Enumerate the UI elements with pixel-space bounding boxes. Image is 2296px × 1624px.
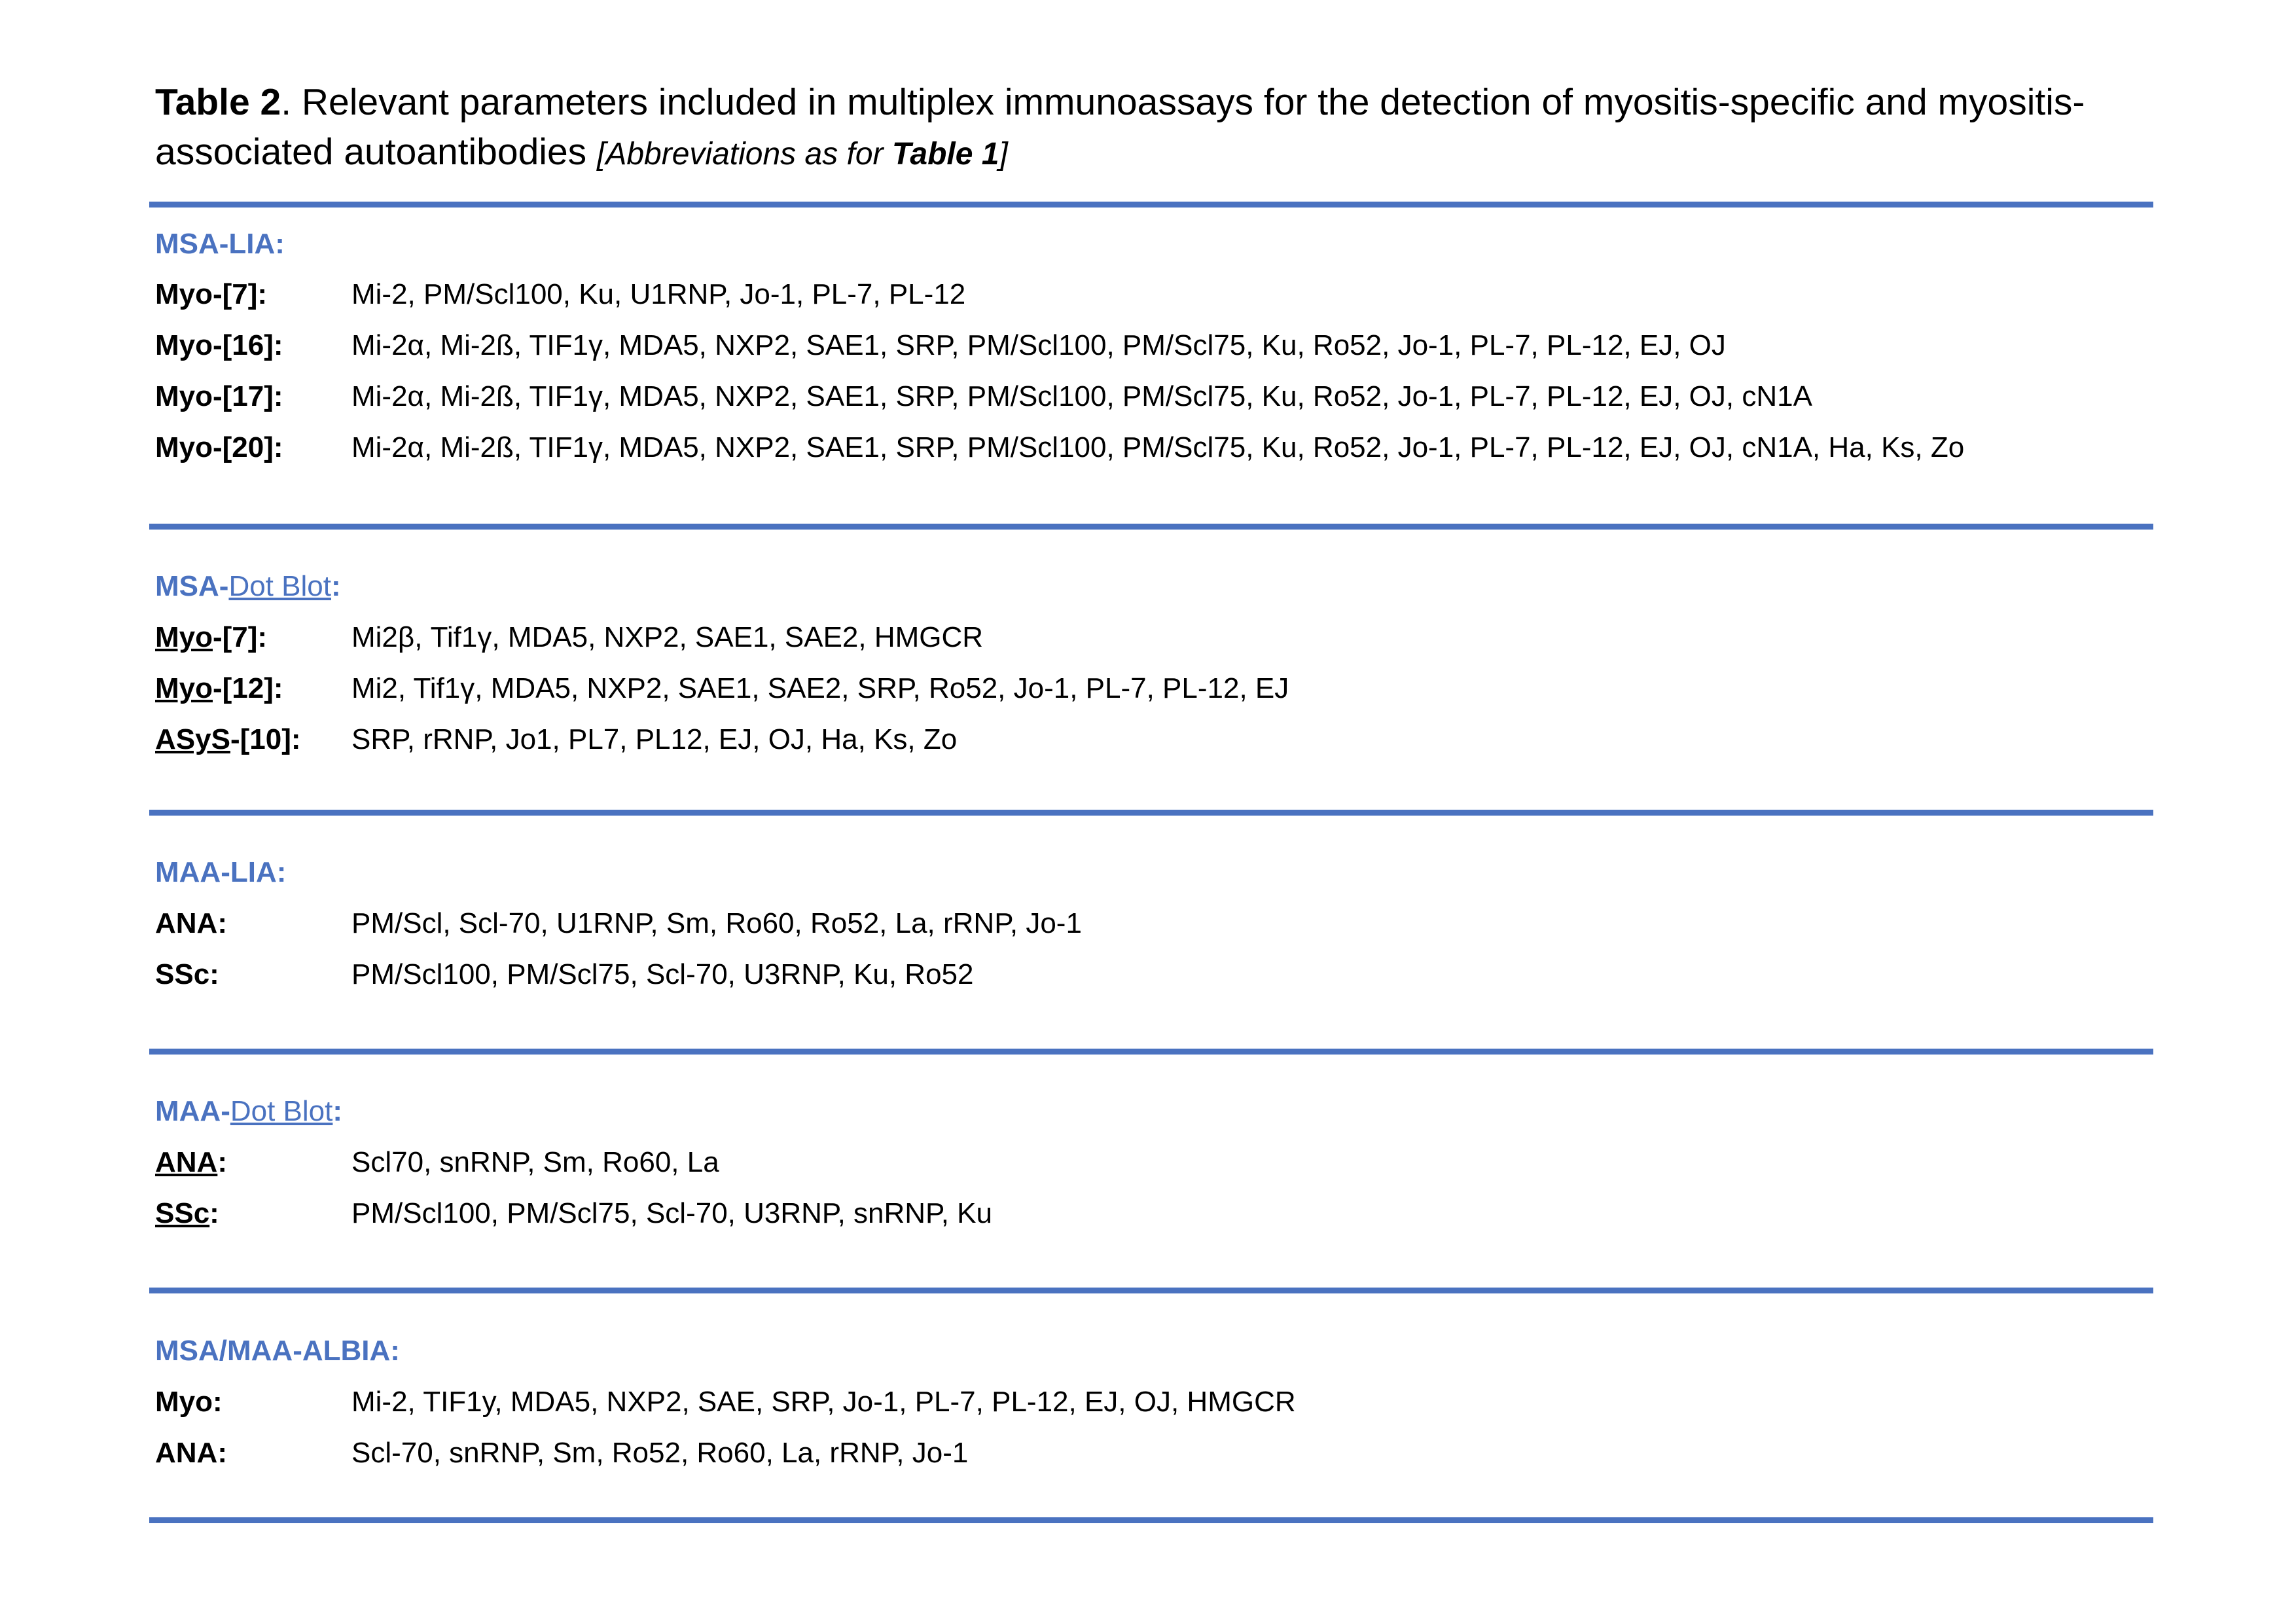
- row-label: [155, 721, 301, 758]
- section-heading-albia: MSA/MAA-ALBIA:: [155, 1335, 400, 1367]
- caption-note-prefix: [Abbreviations as for: [596, 137, 892, 171]
- section-heading-msa-dot-blot: [155, 568, 341, 605]
- row-label: [155, 670, 283, 707]
- section-divider: [149, 202, 2153, 208]
- row-label: Myo-[7]:: [155, 278, 268, 310]
- row-label: Myo-[16]:: [155, 329, 283, 361]
- row-label-link[interactable]: SSc: [155, 1197, 210, 1229]
- section-divider: [149, 524, 2153, 530]
- row-label-link[interactable]: Myo: [155, 621, 213, 653]
- row-value: Scl70, snRNP, Sm, Ro60, La: [351, 1146, 719, 1178]
- row-value: Mi2β, Tif1γ, MDA5, NXP2, SAE1, SAE2, HMGCR: [351, 621, 984, 653]
- row-label: [155, 1195, 219, 1232]
- heading-suffix: :: [331, 570, 341, 602]
- row-label: Myo-[17]:: [155, 380, 283, 412]
- dot-blot-link[interactable]: Dot Blot: [228, 570, 331, 602]
- caption-note-suffix: ]: [999, 137, 1008, 171]
- row-value: Mi2, Tif1γ, MDA5, NXP2, SAE1, SAE2, SRP, Ro52, Jo-1, PL-7, PL-12, EJ: [351, 672, 1289, 704]
- caption-label: Table 2: [155, 81, 281, 123]
- section-divider: [149, 1288, 2153, 1293]
- row-label-rest: :: [217, 1146, 227, 1178]
- row-value: Mi-2α, Mi-2ß, TIF1γ, MDA5, NXP2, SAE1, SRP, PM/Scl100, PM/Scl75, Ku, Ro52, Jo-1, PL-7, PL-12, EJ, OJ, cN1A, Ha, Ks, Zo: [351, 431, 1965, 463]
- row-label: ANA:: [155, 907, 227, 939]
- section-divider: [149, 1049, 2153, 1055]
- row-value: SRP, rRNP, Jo1, PL7, PL12, EJ, OJ, Ha, Ks, Zo: [351, 723, 958, 755]
- section-divider: [149, 1517, 2153, 1523]
- row-label: [155, 619, 267, 656]
- section-heading-maa-lia: MAA-LIA:: [155, 856, 287, 888]
- table-caption: [155, 77, 2151, 179]
- row-label-rest: -[10]:: [230, 723, 301, 755]
- row-label-rest: :: [209, 1197, 219, 1229]
- heading-prefix: MSA-: [155, 570, 229, 602]
- row-label-rest: -[12]:: [213, 672, 283, 704]
- caption-note-ref: Table 1: [891, 137, 999, 171]
- caption-text: . Relevant parameters included in multiplex immunoassays for the detection of myositis-specific and myositis-associated autoantibodies: [155, 81, 2085, 173]
- row-label-link[interactable]: ANA: [155, 1146, 218, 1178]
- row-label-link[interactable]: ASyS: [155, 723, 230, 755]
- heading-prefix: MAA-: [155, 1095, 230, 1127]
- row-label: [155, 1144, 227, 1181]
- dot-blot-link[interactable]: Dot Blot: [230, 1095, 333, 1127]
- row-value: PM/Scl100, PM/Scl75, Scl-70, U3RNP, Ku, Ro52: [351, 958, 974, 990]
- row-label-rest: -[7]:: [213, 621, 268, 653]
- heading-suffix: :: [332, 1095, 343, 1127]
- row-value: Mi-2α, Mi-2ß, TIF1γ, MDA5, NXP2, SAE1, SRP, PM/Scl100, PM/Scl75, Ku, Ro52, Jo-1, PL-7, PL-12, EJ, OJ: [351, 329, 1726, 361]
- row-value: PM/Scl100, PM/Scl75, Scl-70, U3RNP, snRNP, Ku: [351, 1197, 992, 1229]
- caption-note: [597, 137, 1008, 171]
- section-heading-msa-lia: MSA-LIA:: [155, 228, 285, 260]
- row-label: Myo-[20]:: [155, 431, 283, 463]
- row-value: Mi-2, PM/Scl100, Ku, U1RNP, Jo-1, PL-7, PL-12: [351, 278, 966, 310]
- section-divider: [149, 810, 2153, 816]
- row-value: Mi-2, TIF1y, MDA5, NXP2, SAE, SRP, Jo-1, PL-7, PL-12, EJ, OJ, HMGCR: [351, 1386, 1296, 1418]
- row-value: Scl-70, snRNP, Sm, Ro52, Ro60, La, rRNP, Jo-1: [351, 1437, 969, 1469]
- row-label-link[interactable]: Myo: [155, 672, 213, 704]
- row-label: Myo:: [155, 1386, 223, 1418]
- section-heading-maa-dot-blot: [155, 1093, 342, 1130]
- row-value: PM/Scl, Scl-70, U1RNP, Sm, Ro60, Ro52, La, rRNP, Jo-1: [351, 907, 1082, 939]
- row-label: ANA:: [155, 1437, 227, 1469]
- row-value: Mi-2α, Mi-2ß, TIF1γ, MDA5, NXP2, SAE1, SRP, PM/Scl100, PM/Scl75, Ku, Ro52, Jo-1, PL-7, PL-12, EJ, OJ, cN1A: [351, 380, 1812, 412]
- row-label: SSc:: [155, 958, 219, 990]
